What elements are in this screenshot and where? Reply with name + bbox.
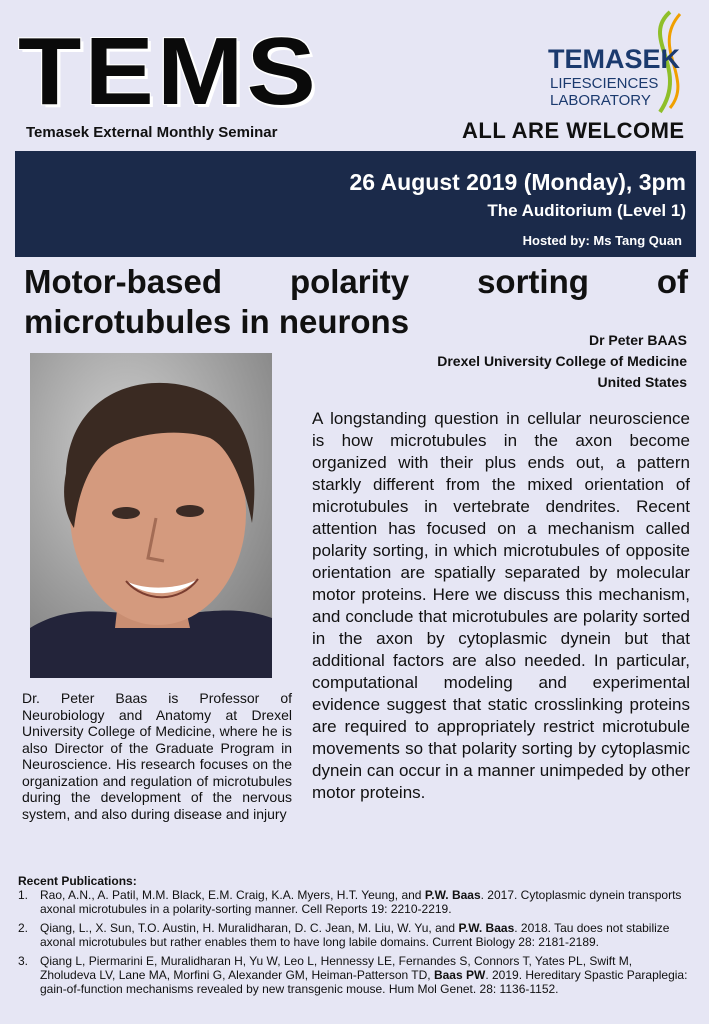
- tems-logo: TEMS: [18, 18, 319, 125]
- title-word: sorting: [477, 263, 589, 300]
- logo-line-laboratory: LABORATORY: [550, 92, 651, 109]
- title-word: Motor-based: [24, 263, 222, 300]
- seminar-subtitle: Temasek External Monthly Seminar: [26, 124, 278, 141]
- publication-number: 2.: [18, 921, 29, 935]
- title-line-2: microtubules in neurons: [24, 303, 410, 340]
- temasek-lifesciences-logo: [520, 8, 700, 118]
- publication-details: . 2018. Tau does not stabilize axonal microtubules but rather enables them to have long labile domains. Current Biology 28: 2181-2189.: [40, 921, 670, 949]
- publication-details: . 2017. Cytoplasmic dynein transports axonal microtubules in a polarity-sorting manner. Cell Reports 19: 2210-2219.: [40, 888, 682, 916]
- speaker-info: [437, 330, 687, 393]
- speaker-country: United States: [597, 374, 687, 390]
- event-date: 26 August 2019 (Monday), 3pm: [349, 169, 686, 195]
- logo-line-lifesciences: LIFESCIENCES: [550, 75, 659, 92]
- publication-item: [18, 954, 688, 996]
- publication-authors: Qiang, L., X. Sun, T.O. Austin, H. Muralidharan, D. C. Jean, M. Liu, W. Yu, and: [40, 921, 459, 935]
- publication-highlight-author: Baas PW: [433, 968, 486, 982]
- title-word: polarity: [289, 263, 410, 300]
- event-venue: The Auditorium (Level 1): [487, 201, 686, 220]
- event-banner: [15, 151, 696, 257]
- event-host: Hosted by: Ms Tang Quan: [522, 233, 682, 248]
- speaker-bio: Dr. Peter Baas is Professor of Neurobiology and Anatomy at Drexel University College of Medicine, where he is also Director of the Graduate Program in Neuroscience. His research focuses on the organization and regulation of microtubules during the development of the nervous system, and also during disease and injury: [22, 690, 292, 822]
- publication-authors: Rao, A.N., A. Patil, M.M. Black, E.M. Craig, K.A. Myers, H.T. Yeung, and: [40, 888, 425, 902]
- publications-list: [18, 888, 688, 1001]
- speaker-name: Dr Peter BAAS: [588, 332, 687, 348]
- logo-line-temasek: TEMASEK: [548, 44, 681, 74]
- publication-number: 1.: [18, 888, 29, 902]
- publication-item: [18, 888, 688, 916]
- title-word: of: [656, 263, 688, 300]
- publication-authors: Qiang L, Piermarini E, Muralidharan H, Yu W, Leo L, Hennessy LE, Fernandes S, Connors T, Yates PL, Swift M, Zholudeva LV, Lane MA, Morfini G, Alexander GM, Heiman-Patterson TD,: [40, 954, 633, 982]
- publication-number: 3.: [18, 954, 29, 968]
- publications-heading: Recent Publications:: [18, 874, 137, 888]
- welcome-text: ALL ARE WELCOME: [462, 118, 685, 143]
- speaker-photo: [30, 353, 272, 678]
- publication-item: [18, 921, 688, 949]
- publication-highlight-author: P.W. Baas: [424, 888, 481, 902]
- talk-abstract: A longstanding question in cellular neuroscience is how microtubules in the axon become organized with their plus ends out, a pattern starkly different from the mixed orientation of microtubules in vertebrate dendrites. Recent attention has focused on a mechanism called polarity sorting, in which microtubules of opposite orientation are spatially separated by molecular motor proteins. Here we discuss this mechanism, and conclude that microtubules are polarity sorted in the axon by cytoplasmic dynein but that additional factors are also needed. In particular, computational modeling and experimental evidence suggest that static crosslinking proteins are required to appropriately restrict microtubule movements so that polarity sorting by cytoplasmic dynein can occur in a manner unimpeded by other motor proteins.: [312, 409, 691, 802]
- publication-highlight-author: P.W. Baas: [458, 921, 515, 935]
- publication-details: . 2019. Hereditary Spastic Paraplegia: gain-of-function mechanisms revealed by new transgenic mouse. Hum Mol Genet. 28: 1136-1152.: [40, 968, 688, 996]
- speaker-institution: Drexel University College of Medicine: [437, 353, 687, 369]
